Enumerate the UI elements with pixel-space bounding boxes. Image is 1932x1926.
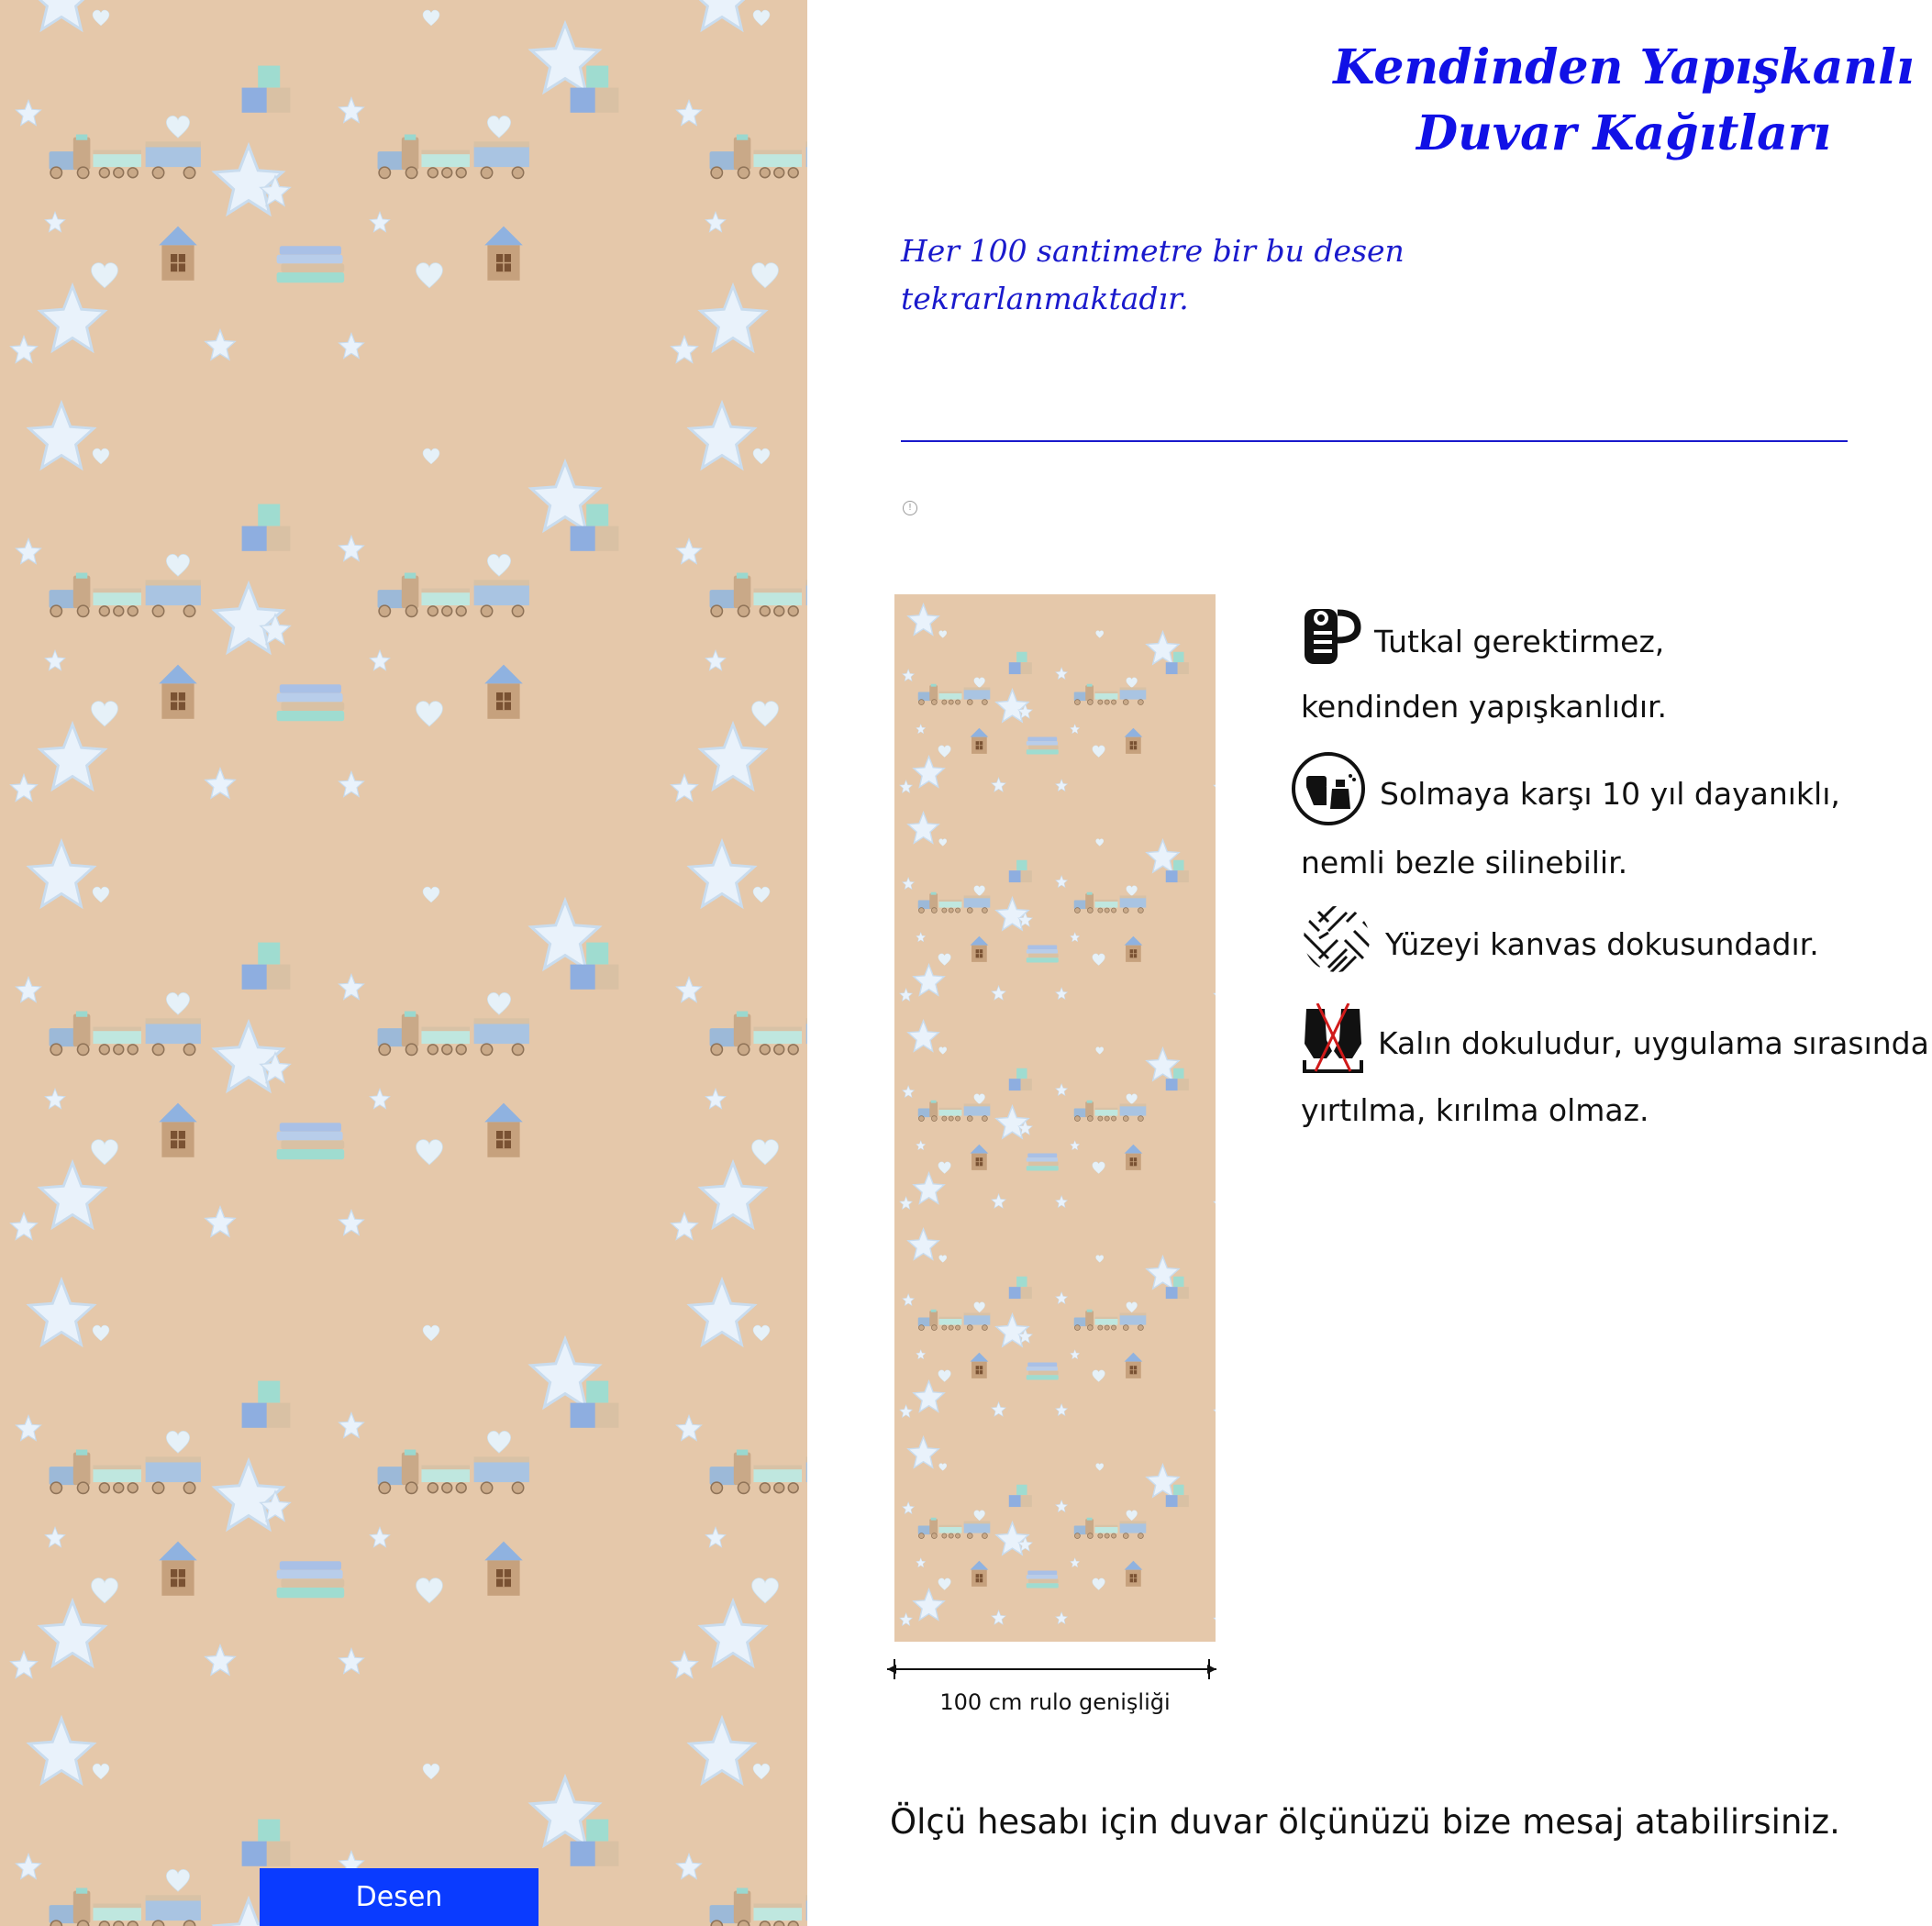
star-icon [204, 1644, 237, 1680]
star-icon [44, 211, 66, 237]
blocks-icon [1165, 1484, 1190, 1512]
star-icon [705, 1526, 727, 1552]
train-icon [1073, 891, 1148, 917]
repeat-note-line-1: Her 100 santimetre bir bu desen [901, 233, 1405, 269]
heart-icon [90, 1138, 119, 1171]
star-icon [1055, 1500, 1068, 1517]
house-icon [156, 1540, 200, 1600]
house-icon [482, 1540, 526, 1600]
heart-icon [1095, 1457, 1105, 1475]
feature-canvas-line-1: Yüzeyi kanvas dokusundadır. [1385, 926, 1819, 962]
heart-icon [938, 833, 948, 850]
house-icon [156, 225, 200, 285]
house-icon [1123, 1352, 1144, 1383]
train-icon [708, 133, 807, 183]
blocks-icon [569, 941, 620, 996]
star-icon [686, 1277, 758, 1352]
train-icon [376, 133, 532, 183]
heart-icon [415, 1577, 444, 1610]
page-title [1330, 35, 1917, 167]
heart-icon [1092, 1577, 1105, 1595]
heart-icon [1092, 745, 1105, 762]
star-icon [991, 777, 1006, 796]
blocks-icon [240, 64, 292, 119]
star-icon [338, 1647, 365, 1678]
star-icon [991, 985, 1006, 1004]
star-icon [9, 335, 39, 368]
star-icon [15, 537, 42, 569]
blocks-icon [1008, 1484, 1033, 1512]
heart-icon [422, 1324, 440, 1346]
star-icon [26, 838, 97, 913]
heart-icon [92, 1763, 110, 1785]
desen-tab[interactable]: Desen [260, 1868, 539, 1926]
train-icon [917, 1517, 992, 1543]
star-icon [1070, 721, 1080, 738]
star-icon [9, 773, 39, 806]
star-icon [1213, 1196, 1216, 1213]
train-icon [48, 1887, 204, 1926]
star-icon [338, 770, 365, 802]
blocks-icon [1165, 651, 1190, 680]
blocks-icon [1008, 651, 1033, 680]
star-icon [902, 1500, 915, 1518]
train-icon [376, 1010, 532, 1060]
star-icon [899, 1404, 913, 1422]
heart-icon [1092, 1369, 1105, 1387]
star-icon [26, 1715, 97, 1790]
heart-icon [415, 700, 444, 733]
star-icon [1055, 1291, 1068, 1309]
star-icon [670, 335, 699, 368]
star-icon [204, 1205, 237, 1242]
feature-durable-line-2: yırtılma, kırılma olmaz. [1301, 1092, 1649, 1128]
heart-icon [938, 1369, 951, 1387]
blocks-icon [569, 1818, 620, 1873]
star-icon [675, 99, 703, 130]
blocks-icon [1008, 1068, 1033, 1096]
star-icon [259, 613, 292, 649]
star-icon [675, 537, 703, 569]
star-icon [1017, 703, 1033, 723]
star-icon [686, 400, 758, 475]
heart-icon [750, 261, 780, 294]
books-icon [1026, 1152, 1060, 1177]
star-icon [670, 773, 699, 806]
star-icon [369, 1526, 391, 1552]
feature-durable-line-1: Kalın dokuludur, uygulama sırasında [1378, 1025, 1929, 1061]
heart-icon [752, 1763, 771, 1785]
star-icon [906, 603, 940, 640]
star-icon [44, 1526, 66, 1552]
star-icon [1070, 929, 1080, 946]
books-icon [1026, 736, 1060, 760]
star-icon [686, 1715, 758, 1790]
train-icon [708, 1887, 807, 1926]
star-icon [899, 988, 913, 1005]
books-icon [1026, 1361, 1060, 1386]
house-icon [482, 663, 526, 724]
star-icon [916, 1345, 926, 1363]
house-icon [156, 663, 200, 724]
heart-icon [90, 261, 119, 294]
heart-icon [938, 1577, 951, 1595]
blocks-icon [240, 503, 292, 558]
train-icon [48, 1010, 204, 1060]
heart-icon [1092, 953, 1105, 970]
train-icon [1073, 1309, 1148, 1334]
train-icon [48, 571, 204, 622]
heart-icon [1092, 1161, 1105, 1179]
house-icon [1123, 1560, 1144, 1591]
heart-icon [90, 1577, 119, 1610]
cleaning-spray-icon [1290, 752, 1367, 839]
feature-fade-line-1: Solmaya karşı 10 yıl dayanıklı, [1380, 776, 1840, 812]
heart-icon [422, 1763, 440, 1785]
star-icon [991, 1193, 1006, 1212]
train-icon [1073, 1517, 1148, 1543]
glue-roll-icon [1301, 603, 1361, 683]
train-icon [48, 1448, 204, 1499]
house-icon [1123, 1144, 1144, 1175]
house-icon [969, 1352, 990, 1383]
star-icon [1070, 1345, 1080, 1363]
divider [901, 440, 1848, 442]
books-icon [275, 243, 349, 291]
no-tear-hands-icon [1301, 1003, 1365, 1087]
star-icon [899, 780, 913, 797]
house-icon [1123, 727, 1144, 758]
train-icon [708, 571, 807, 622]
star-icon [15, 99, 42, 130]
feature-adhesive-line-1: Tutkal gerektirmez, [1374, 624, 1665, 659]
heart-icon [938, 1249, 948, 1267]
heart-icon [422, 886, 440, 908]
star-icon [1055, 987, 1068, 1004]
train-icon [1073, 683, 1148, 709]
star-icon [338, 1411, 365, 1443]
heart-icon [422, 448, 440, 470]
star-icon [1213, 1612, 1216, 1630]
heart-icon [92, 886, 110, 908]
heart-icon [938, 625, 948, 642]
train-icon [708, 1448, 807, 1499]
star-icon [15, 1853, 42, 1884]
star-icon [670, 1650, 699, 1683]
width-label: 100 cm rulo genişliği [939, 1689, 1171, 1715]
star-icon [705, 1088, 727, 1113]
star-icon [369, 1088, 391, 1113]
heart-icon [415, 261, 444, 294]
pattern-panel [0, 0, 807, 1926]
heart-icon [750, 1138, 780, 1171]
blocks-icon [1165, 859, 1190, 888]
train-icon [708, 1010, 807, 1060]
star-icon [1213, 780, 1216, 797]
star-icon [338, 1209, 365, 1240]
star-icon [44, 649, 66, 675]
feature-fade-resistant [1301, 752, 1840, 887]
star-icon [991, 1401, 1006, 1421]
star-icon [369, 211, 391, 237]
star-icon [675, 1414, 703, 1445]
star-icon [9, 1212, 39, 1245]
heart-icon [1095, 1041, 1105, 1058]
star-icon [906, 1227, 940, 1265]
books-icon [275, 681, 349, 729]
blocks-icon [1008, 1276, 1033, 1304]
house-icon [969, 1560, 990, 1591]
blocks-icon [240, 1379, 292, 1434]
repeat-note-line-2: tekrarlanmaktadır. [901, 281, 1189, 316]
blocks-icon [1165, 1276, 1190, 1304]
star-icon [26, 400, 97, 475]
info-icon: ! [903, 501, 917, 515]
star-icon [338, 535, 365, 566]
star-icon [1213, 988, 1216, 1005]
books-icon [1026, 1569, 1060, 1594]
heart-icon [938, 1041, 948, 1058]
heart-icon [752, 448, 771, 470]
star-icon [916, 721, 926, 738]
star-icon [1070, 1554, 1080, 1571]
footer-note: Ölçü hesabı için duvar ölçünüzü bize mesaj atabilirsiniz. [890, 1802, 1840, 1842]
star-icon [1055, 666, 1068, 683]
width-measure-line [883, 1655, 1220, 1683]
star-icon [902, 876, 915, 893]
star-icon [675, 976, 703, 1007]
train-icon [917, 683, 992, 709]
blocks-icon [569, 503, 620, 558]
star-icon [916, 1554, 926, 1571]
star-icon [204, 767, 237, 803]
star-icon [899, 1612, 913, 1630]
house-icon [969, 727, 990, 758]
feature-durable [1301, 1003, 1929, 1135]
star-icon [259, 1051, 292, 1088]
star-icon [1055, 1195, 1068, 1212]
star-icon [26, 1277, 97, 1352]
train-icon [1073, 1100, 1148, 1125]
star-icon [899, 1196, 913, 1213]
star-icon [338, 973, 365, 1004]
heart-icon [92, 1324, 110, 1346]
star-icon [1017, 1536, 1033, 1555]
star-icon [705, 211, 727, 237]
star-icon [675, 1853, 703, 1884]
heart-icon [92, 448, 110, 470]
books-icon [275, 1120, 349, 1168]
house-icon [1123, 935, 1144, 967]
star-icon [686, 0, 758, 37]
star-icon [902, 1084, 915, 1101]
star-icon [906, 1435, 940, 1473]
star-icon [902, 668, 915, 685]
blocks-icon [240, 941, 292, 996]
star-icon [916, 1137, 926, 1155]
heart-icon [752, 886, 771, 908]
blocks-icon [569, 64, 620, 119]
heart-icon [938, 745, 951, 762]
house-icon [156, 1101, 200, 1162]
star-icon [1055, 1611, 1068, 1629]
star-icon [1017, 1120, 1033, 1139]
star-icon [369, 649, 391, 675]
train-icon [48, 133, 204, 183]
star-icon [906, 811, 940, 848]
star-icon [1055, 874, 1068, 891]
heart-icon [750, 700, 780, 733]
star-icon [44, 1088, 66, 1113]
title-line-2: Duvar Kağıtları [1416, 105, 1831, 161]
star-icon [338, 332, 365, 363]
feature-adhesive [1301, 603, 1667, 731]
heart-icon [938, 1161, 951, 1179]
star-icon [1070, 1137, 1080, 1155]
star-icon [686, 838, 758, 913]
train-icon [376, 571, 532, 622]
house-icon [969, 1144, 990, 1175]
star-icon [9, 1650, 39, 1683]
canvas-texture-icon [1301, 903, 1372, 989]
star-icon [338, 96, 365, 127]
feature-adhesive-line-2: kendinden yapışkanlıdır. [1301, 689, 1668, 725]
star-icon [1055, 1403, 1068, 1421]
star-icon [204, 328, 237, 365]
heart-icon [750, 1577, 780, 1610]
heart-icon [422, 9, 440, 31]
star-icon [916, 929, 926, 946]
blocks-icon [1165, 1068, 1190, 1096]
house-icon [969, 935, 990, 967]
star-icon [26, 0, 97, 37]
star-icon [670, 1212, 699, 1245]
star-icon [705, 649, 727, 675]
star-icon [906, 1019, 940, 1057]
heart-icon [1095, 833, 1105, 850]
heart-icon [938, 1457, 948, 1475]
heart-icon [90, 700, 119, 733]
star-icon [991, 1610, 1006, 1629]
star-icon [15, 1414, 42, 1445]
heart-icon [1095, 625, 1105, 642]
house-icon [482, 225, 526, 285]
star-icon [1213, 1404, 1216, 1422]
train-icon [917, 1100, 992, 1125]
train-icon [917, 1309, 992, 1334]
blocks-icon [1008, 859, 1033, 888]
star-icon [259, 174, 292, 211]
roll-preview [894, 594, 1216, 1642]
heart-icon [938, 953, 951, 970]
star-icon [1017, 1328, 1033, 1347]
star-icon [1055, 778, 1068, 795]
books-icon [1026, 944, 1060, 969]
heart-icon [1095, 1249, 1105, 1267]
heart-icon [415, 1138, 444, 1171]
heart-icon [92, 9, 110, 31]
blocks-icon [569, 1379, 620, 1434]
star-icon [902, 1292, 915, 1310]
heart-icon [752, 1324, 771, 1346]
repeat-note [901, 227, 1415, 323]
train-icon [376, 1448, 532, 1499]
feature-canvas [1301, 903, 1819, 989]
heart-icon [752, 9, 771, 31]
star-icon [259, 1489, 292, 1526]
blocks-icon [240, 1818, 292, 1873]
star-icon [1017, 912, 1033, 931]
train-icon [917, 891, 992, 917]
books-icon [275, 1558, 349, 1606]
star-icon [1055, 1082, 1068, 1100]
house-icon [482, 1101, 526, 1162]
title-line-1: Kendinden Yapışkanlı [1333, 39, 1915, 95]
star-icon [15, 976, 42, 1007]
feature-fade-line-2: nemli bezle silinebilir. [1301, 845, 1628, 880]
